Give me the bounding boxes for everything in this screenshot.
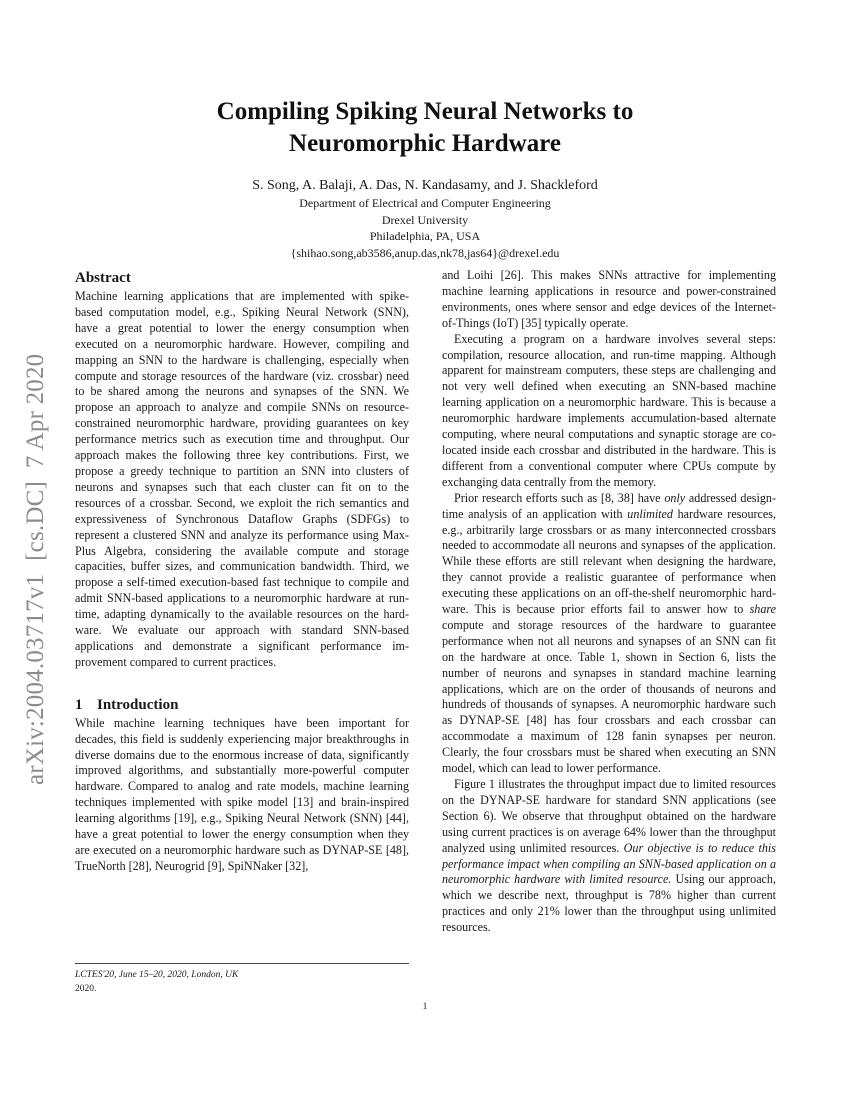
university: Drexel University xyxy=(381,212,469,227)
emphasis-unlimited: unlimited xyxy=(627,506,673,521)
right-column xyxy=(442,268,776,936)
intro-paragraph-1-continued: and Loihi [26]. This makes SNNs attractive for implementing machine learning applications in resource and power-constrained environments, ones where sensor and edge devices of the Internet-of-Things (IoT) [35] typically operate. xyxy=(442,268,776,330)
location: Philadelphia, PA, USA xyxy=(369,229,481,243)
text-run: hardware resources, e.g., arbitrarily large crossbars or as many interconnected crossbars needed to accommodate all neurons and synapses of the application. While these efforts are still relevant when designing the hardware, they cannot provide a realistic guarantee of performance when executing these applications on an off-the-shelf neuromorphic hardware. This is because prior efforts fail to answer how to xyxy=(442,506,776,617)
abstract-heading: Abstract xyxy=(75,270,131,286)
text-run: compute and storage resources of the hardware to guarantee performance when not all neurons and synapses of an SNN can fit on the hardware at once. Table 1, shown in Section 6, lists the number of neurons and synapses in standard machine learning applications, which are on the order of thousands of neurons and hundreds of thousands of synapses. A neuromorphic hardware such as DYNAP-SE [48] has four crossbars and each crossbar can accommodate a maximum of 128 fanin synapses per neuron. Clearly, the four crossbars must be shared when executing an SNN model, which can lead to lower performance. xyxy=(442,617,776,776)
section-title: Introduction xyxy=(97,696,179,713)
title-line-1: Compiling Spiking Neural Networks to xyxy=(216,98,634,125)
text-run: Using our approach, which we describe next, throughput is 78% higher than current practices and only 21% lower than the throughput using unlimited resources. xyxy=(442,872,777,935)
conference-venue: LCTES'20, June 15–20, 2020, London, UK xyxy=(75,970,239,980)
emphasis-only: only xyxy=(664,490,686,505)
title-line-2: Neuromorphic Hardware xyxy=(289,130,561,157)
section-heading-introduction xyxy=(75,695,409,715)
intro-paragraph-3 xyxy=(442,491,776,777)
intro-paragraph-4 xyxy=(442,777,776,936)
text-run: Figure 1 illustrates the throughput impact due to limited resources on the DYNAP-SE hardware for standard SNN applications (see Section 6). We observe that throughput obtained on the hardware using current practices is on average 64% lower than the throughput analyzed using unlimited resources. xyxy=(442,777,776,855)
text-run: addressed design-time analysis of an application with xyxy=(442,490,776,521)
intro-paragraph-1: While machine learning techniques have been important for decades, this field is suddenly experiencing major breakthroughs in diverse domains due to the enormous increase of data, significantly improved algorithms, and substantially more-powerful computer hardware. Compared to analog and rate models, machine learning techniques implemented with spike model [13] and brain-inspired learning algorithms [19], e.g., Spiking Neural Network (SNN) [44], have a great potential to lower the energy consumption when they are executed on a neuromorphic hardware such as DYNAP-SE [48], TrueNorth [28], Neurogrid [9], SpiNNaker [32], xyxy=(75,715,409,873)
arxiv-identifier-stamp: arXiv:2004.03717v1 [cs.DC] 7 Apr 2020 xyxy=(22,353,49,785)
intro-paragraph-2: Executing a program on a hardware involves several steps: compilation, resource allocation, and run-time mapping. Although apparent for mainstream computers, these steps are challenging and not very well defined when executing an SNN-based machine learning application on a neuromorphic hardware. This is because a neuromorphic hardware implements accumulation-based alternate computing, where neural computations and synaptic storage are co-located inside each crossbar and distributed in the hardware. This is different from a conventional computer where CPUs compute by exchanging data centrally from the memory. xyxy=(442,331,776,489)
email: {shihao.song,ab3586,anup.das,nk78,jas64}@drexel.edu xyxy=(290,245,560,260)
paper-title xyxy=(0,96,850,160)
objective-statement: Our objective is to reduce this performance impact when compiling an SNN-based application on a neuromorphic hardware with limited resource. xyxy=(442,840,776,887)
section-number: 1 xyxy=(75,696,83,713)
affiliation-block xyxy=(0,195,850,261)
footnote xyxy=(75,968,238,996)
author-list: S. Song, A. Balaji, A. Das, N. Kandasamy, and J. Shackleford xyxy=(252,178,598,193)
emphasis-share: share xyxy=(749,602,776,617)
left-column xyxy=(75,268,409,875)
footnote-divider xyxy=(75,963,409,964)
page-number: 1 xyxy=(422,1002,428,1012)
abstract-text: Machine learning applications that are implemented with spike-based computation model, e.g., Spiking Neural Network (SNN), have a great potential to lower the energy consumption when executed on a neuromorphic hardware. However, compiling and mapping an SNN to the hardware is challenging, especially when compute and storage resources of the hardware (viz. crossbar) need to be shared among the neurons and synapses of the SNN. We propose an approach to analyze and compile SNNs on resource-constrained neuromorphic hardware, providing guarantees on key performance metrics such as execution time and throughput. Our approach makes the following three key contributions. First, we propose a greedy technique to partition an SNN into clusters of neurons and synapses such that each cluster can fit on to the resources of a crossbar. Second, we exploit the rich semantics and expressiveness of Synchronous Dataflow Graphs (SDFGs) to represent a clustered SNN and analyze its performance using Max-Plus Algebra, considering the available compute and storage capacities, buffer sizes, and communication bandwidth. Third, we propose a self-timed execution-based fast technique to compile and admit SNN-based applications to a neuromorphic hardware at run-time, adapting dynamically to the available resources on the hardware. We evaluate our approach with standard SNN-based applications and demonstrate a significant performance improvement compared to current practices. xyxy=(75,289,409,669)
copyright-year: 2020. xyxy=(75,984,97,994)
department: Department of Electrical and Computer Engineering xyxy=(299,196,551,210)
text-run: Prior research efforts such as [8, 38] have xyxy=(454,490,665,505)
